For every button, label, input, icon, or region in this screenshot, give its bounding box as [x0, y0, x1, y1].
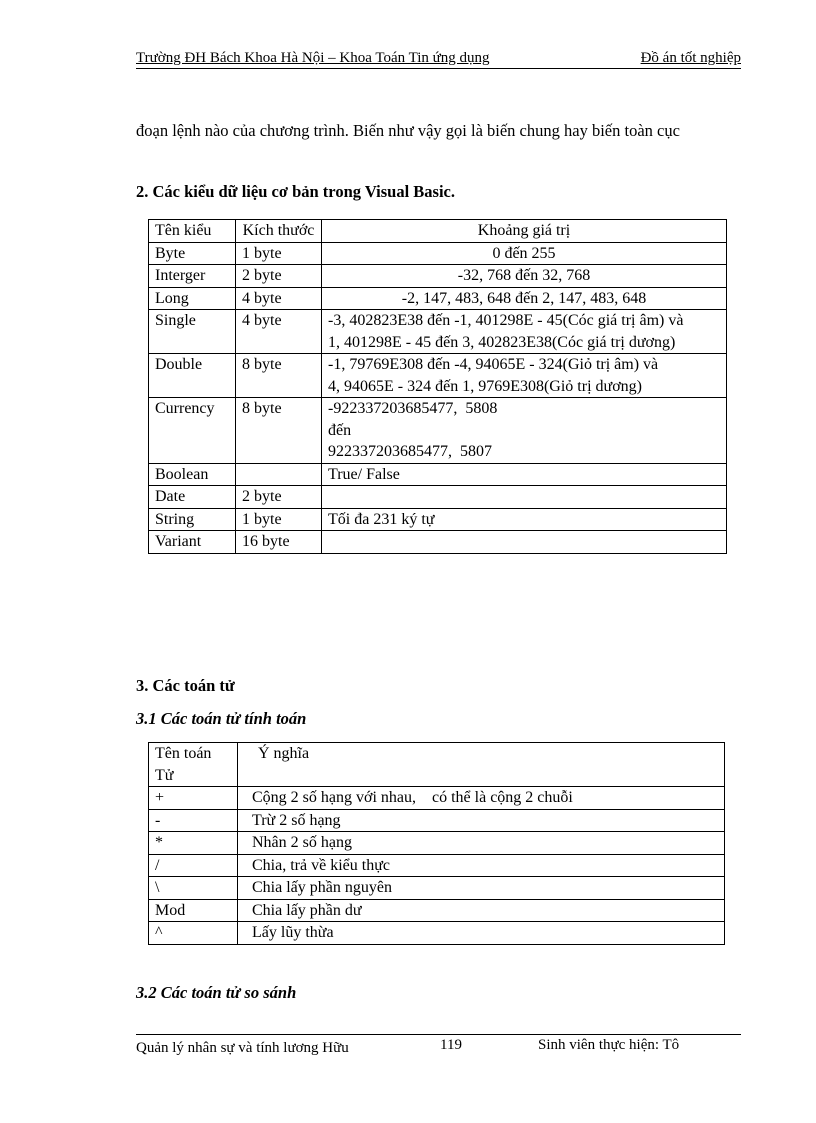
table-row	[149, 877, 725, 900]
table-header-row	[149, 220, 727, 243]
type-size	[236, 463, 322, 486]
table-row	[149, 242, 727, 265]
operator-symbol: Mod	[149, 899, 238, 922]
operator-meaning: Cộng 2 số hạng với nhau, có thể là cộng 2 chuỗi	[238, 787, 725, 810]
operator-symbol: \	[149, 877, 238, 900]
page-header	[136, 50, 741, 69]
range-line: 4, 94065E - 324 đến 1, 9769E308(Giỏ trị dương)	[328, 377, 642, 395]
range-line: 1, 401298E - 45 đến 3, 402823E38(Cóc giá trị dương)	[328, 333, 676, 351]
operator-meaning: Trừ 2 số hạng	[238, 809, 725, 832]
table-row	[149, 354, 727, 398]
type-range	[322, 398, 727, 464]
data-types-table	[148, 219, 727, 554]
operator-symbol: /	[149, 854, 238, 877]
operators-table	[148, 742, 725, 945]
section-2-heading: 2. Các kiểu dữ liệu cơ bản trong Visual Basic.	[136, 182, 455, 201]
table-row	[149, 787, 725, 810]
table-row	[149, 287, 727, 310]
type-name: Boolean	[149, 463, 236, 486]
type-name: String	[149, 508, 236, 531]
range-line: 922337203685477, 5807	[328, 443, 492, 460]
operator-symbol: -	[149, 809, 238, 832]
header-cell: Tên toán Tử	[149, 743, 238, 787]
type-size: 4 byte	[236, 287, 322, 310]
range-line: -922337203685477, 5808	[328, 400, 498, 417]
operator-symbol: ^	[149, 922, 238, 945]
section-3-heading: 3. Các toán tử	[136, 676, 235, 695]
table-row	[149, 899, 725, 922]
footer-page-number: 119	[440, 1037, 462, 1053]
table-row	[149, 854, 725, 877]
type-name: Long	[149, 287, 236, 310]
footer-student: Sinh viên thực hiện: Tô	[538, 1037, 680, 1053]
type-size: 1 byte	[236, 508, 322, 531]
type-name: Interger	[149, 265, 236, 288]
type-range	[322, 531, 727, 554]
type-range	[322, 310, 727, 354]
intro-paragraph: đoạn lệnh nào của chương trình. Biến như vậy gọi là biến chung hay biến toàn cục	[136, 121, 680, 140]
table-row	[149, 398, 727, 464]
operator-meaning: Chia lấy phần nguyên	[238, 877, 725, 900]
type-size: 16 byte	[236, 531, 322, 554]
type-range	[322, 486, 727, 509]
type-range: Tối đa 231 ký tự	[322, 508, 727, 531]
type-name: Variant	[149, 531, 236, 554]
range-line: -3, 402823E38 đến -1, 401298E - 45(Cóc giá trị âm) và	[328, 312, 684, 329]
type-name: Single	[149, 310, 236, 354]
header-cell: Kích thước	[236, 220, 322, 243]
type-size: 8 byte	[236, 354, 322, 398]
header-cell-meaning: Ý nghĩa	[258, 745, 310, 762]
operator-meaning: Chia lấy phần dư	[238, 899, 725, 922]
header-cell: Khoảng giá trị	[322, 220, 727, 243]
type-name: Double	[149, 354, 236, 398]
range-line: đến	[328, 421, 352, 439]
table-row	[149, 463, 727, 486]
table-row	[149, 508, 727, 531]
range-line: -1, 79769E308 đến -4, 94065E - 324(Giỏ trị âm) và	[328, 356, 659, 373]
type-name: Byte	[149, 242, 236, 265]
type-range	[322, 354, 727, 398]
table-row	[149, 531, 727, 554]
type-size: 4 byte	[236, 310, 322, 354]
header-cell	[238, 743, 725, 787]
type-size: 8 byte	[236, 398, 322, 464]
header-cell: Tên kiểu	[149, 220, 236, 243]
type-name: Currency	[149, 398, 236, 464]
table-row	[149, 265, 727, 288]
type-range: -32, 768 đến 32, 768	[322, 265, 727, 288]
type-size: 2 byte	[236, 265, 322, 288]
type-size: 2 byte	[236, 486, 322, 509]
table-header-row	[149, 743, 725, 787]
header-doc-type: Đồ án tốt nghiệp	[640, 50, 741, 66]
page-footer	[136, 1034, 741, 1056]
table-row	[149, 486, 727, 509]
operator-meaning: Nhân 2 số hạng	[238, 832, 725, 855]
section-3-2-heading: 3.2 Các toán tử so sánh	[136, 983, 297, 1002]
type-range: True/ False	[322, 463, 727, 486]
section-3-1-heading: 3.1 Các toán tử tính toán	[136, 709, 307, 728]
table-row	[149, 310, 727, 354]
type-range: -2, 147, 483, 648 đến 2, 147, 483, 648	[322, 287, 727, 310]
operator-symbol: +	[149, 787, 238, 810]
type-size: 1 byte	[236, 242, 322, 265]
operator-symbol: *	[149, 832, 238, 855]
type-name: Date	[149, 486, 236, 509]
footer-project-title: Quản lý nhân sự và tính lương Hữu	[136, 1040, 349, 1056]
table-row	[149, 922, 725, 945]
table-row	[149, 809, 725, 832]
table-row	[149, 832, 725, 855]
operator-meaning: Chia, trả về kiểu thực	[238, 854, 725, 877]
header-institution: Trường ĐH Bách Khoa Hà Nội – Khoa Toán Tin ứng dụng	[136, 50, 490, 66]
operator-meaning: Lấy lũy thừa	[238, 922, 725, 945]
type-range: 0 đến 255	[322, 242, 727, 265]
